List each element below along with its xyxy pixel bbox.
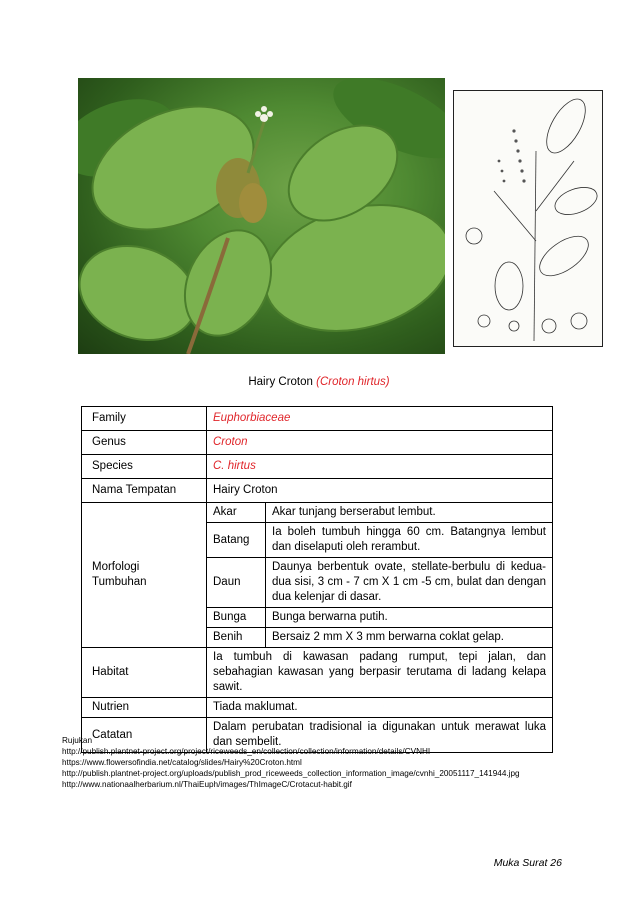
plant-photo: [78, 78, 445, 354]
references: [62, 735, 520, 790]
page-number: Muka Surat 26: [493, 857, 562, 869]
morphology-desc: Bersaiz 2 mm X 3 mm berwarna coklat gelap.: [266, 628, 553, 648]
table-row-habitat: [82, 648, 553, 698]
notes-label: Catatan: [82, 718, 207, 753]
morphology-desc: Akar tunjang berserabut lembut.: [266, 503, 553, 523]
morphology-desc: Bunga berwarna putih.: [266, 608, 553, 628]
morphology-label-line2: Tumbuhan: [92, 576, 147, 588]
morphology-part: Daun: [207, 558, 266, 608]
family-value: Euphorbiaceae: [207, 407, 553, 431]
morphology-desc: Ia boleh tumbuh hingga 60 cm. Batangnya lembut dan diselaputi oleh rerambut.: [266, 523, 553, 558]
reference-link[interactable]: https://www.flowersofindia.net/catalog/slides/Hairy%20Croton.html: [62, 758, 302, 767]
table-row-morphology-roots: [82, 503, 553, 523]
genus-value: Croton: [207, 431, 553, 455]
caption-common-name: Hairy Croton: [248, 376, 313, 388]
local-name-value: Hairy Croton: [207, 479, 553, 503]
morphology-part: Batang: [207, 523, 266, 558]
morphology-label-line1: Morfologi: [92, 561, 140, 573]
morphology-part: Benih: [207, 628, 266, 648]
reference-link[interactable]: http://publish.plantnet-project.org/project/riceweeds_en/collection/collection/information/details/CVNHI: [62, 747, 431, 756]
habitat-value: Ia tumbuh di kawasan padang rumput, tepi jalan, dan sebahagian kawasan yang berpasir terutama di ladang kelapa sawit.: [207, 648, 553, 698]
figure-caption: [0, 376, 638, 388]
botanical-drawing-illustration: [454, 91, 602, 346]
morphology-label: [82, 503, 207, 648]
morphology-part: Akar: [207, 503, 266, 523]
habitat-label: Habitat: [82, 648, 207, 698]
family-label: Family: [82, 407, 207, 431]
morphology-part: Bunga: [207, 608, 266, 628]
table-row-family: [82, 407, 553, 431]
nutrient-label: Nutrien: [82, 698, 207, 718]
references-heading: Rujukan: [62, 736, 93, 745]
species-label: Species: [82, 455, 207, 479]
species-value: C. hirtus: [207, 455, 553, 479]
genus-label: Genus: [82, 431, 207, 455]
local-name-label: Nama Tempatan: [82, 479, 207, 503]
reference-link[interactable]: http://www.nationaalherbarium.nl/ThaiEuph/images/ThImageC/Crotacut-habit.gif: [62, 780, 352, 789]
botanical-drawing: [453, 90, 603, 347]
table-row-genus: [82, 431, 553, 455]
plant-photo-illustration: [78, 78, 445, 354]
nutrient-value: Tiada maklumat.: [207, 698, 553, 718]
notes-value: Dalam perubatan tradisional ia digunakan untuk merawat luka dan sembelit.: [207, 718, 553, 753]
reference-link[interactable]: http://publish.plantnet-project.org/uploads/publish_prod_riceweeds_collection_information_image/cvnhi_20051117_141944.jpg: [62, 769, 520, 778]
plant-info-table: [81, 406, 553, 753]
caption-scientific-name: (Croton hirtus): [316, 376, 390, 388]
table-row-species: [82, 455, 553, 479]
table-row-local-name: [82, 479, 553, 503]
morphology-desc: Daunya berbentuk ovate, stellate-berbulu di kedua-dua sisi, 3 cm - 7 cm X 1 cm -5 cm, bulat dan dengan dua kelenjar di dasar.: [266, 558, 553, 608]
table-row-nutrient: [82, 698, 553, 718]
